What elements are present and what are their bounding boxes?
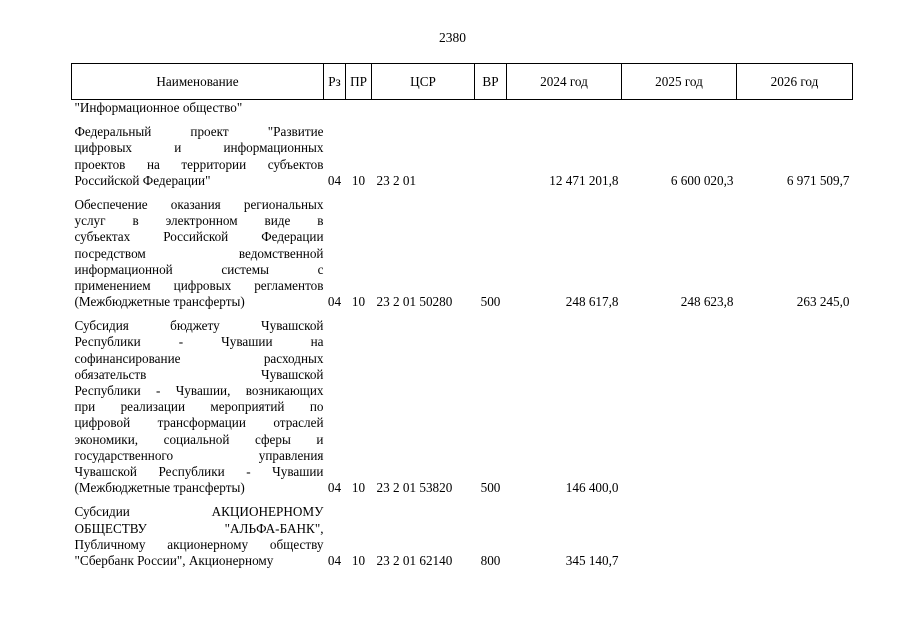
row-csr: 23 2 01 53820	[376, 480, 453, 496]
row-2025	[622, 100, 737, 117]
row-name-line: "Сбербанк России", Акционерному	[74, 552, 274, 568]
row-2025: 248 623,8	[680, 294, 734, 310]
row-2024: 345 140,7	[565, 552, 619, 568]
row-name-line: услуг в электронном виде в	[74, 213, 324, 229]
row-vr: 500	[480, 294, 501, 310]
row-rz: 04	[327, 552, 342, 568]
row-rz: 04	[327, 294, 342, 310]
row-name-line: "Информационное общество"	[74, 100, 243, 115]
header-rz: Рз	[324, 64, 346, 100]
row-name-line: обязательств Чувашской	[74, 366, 324, 382]
row-name-line: Чувашской Республики - Чувашии	[74, 463, 324, 479]
row-pr	[346, 100, 372, 117]
row-pr: 10	[351, 480, 366, 496]
budget-table	[71, 63, 853, 569]
row-name-line: Республики - Чувашии, возникающих	[74, 383, 324, 398]
row-name-line: Публичному акционерному обществу	[74, 536, 324, 552]
row-2026: 6 971 509,7	[786, 172, 850, 188]
row-name-line: применением цифровых регламентов	[74, 277, 324, 293]
table-row	[72, 310, 853, 496]
row-pr: 10	[351, 552, 366, 568]
row-vr: 500	[480, 480, 501, 496]
header-2025: 2025 год	[622, 64, 737, 100]
row-2025: 6 600 020,3	[670, 172, 734, 188]
table-row	[72, 116, 853, 189]
header-pr: ПР	[346, 64, 372, 100]
row-rz	[324, 100, 346, 117]
row-name-line: проектов на территории субъектов	[74, 156, 324, 172]
row-name-line: при реализации мероприятий по	[74, 399, 324, 415]
row-name	[72, 496, 324, 569]
page-number: 2380	[439, 30, 466, 45]
row-rz: 04	[327, 480, 342, 496]
row-2026: 263 245,0	[796, 294, 850, 310]
row-name-line: экономики, социальной сферы и	[74, 431, 324, 447]
row-2024	[507, 100, 622, 117]
row-name-line: Обеспечение оказания региональных	[74, 196, 324, 212]
row-name	[72, 310, 324, 496]
header-name: Наименование	[72, 64, 324, 100]
row-name-line: государственного управления	[74, 447, 324, 463]
row-2025	[622, 496, 737, 569]
row-vr	[475, 100, 507, 117]
row-name	[72, 100, 324, 117]
header-2026: 2026 год	[737, 64, 853, 100]
row-pr: 10	[351, 294, 366, 310]
row-name-line: субъектах Российской Федерации	[74, 229, 324, 245]
row-name-line: Федеральный проект "Развитие	[74, 124, 324, 140]
row-rz: 04	[327, 172, 342, 188]
row-name-line: цифровой трансформации отраслей	[74, 415, 324, 431]
row-csr: 23 2 01	[376, 172, 417, 188]
row-name-line: софинансирование расходных	[74, 350, 324, 366]
row-2024: 12 471 201,8	[549, 172, 619, 188]
row-name	[72, 116, 324, 189]
row-name-line: Субсидия бюджету Чувашской	[74, 318, 324, 334]
row-name-line: ОБЩЕСТВУ "АЛЬФА-БАНК",	[74, 520, 324, 536]
row-name-line: цифровых и информационных	[74, 140, 324, 156]
table-row	[72, 189, 853, 310]
header-2024: 2024 год	[507, 64, 622, 100]
row-name-line: (Межбюджетные трансферты)	[74, 294, 245, 310]
row-2025	[622, 310, 737, 496]
row-vr: 800	[480, 552, 501, 568]
row-name-line: посредством ведомственной	[74, 245, 324, 261]
row-csr: 23 2 01 62140	[376, 552, 453, 568]
table-header-row	[72, 64, 853, 100]
row-name-line: Субсидии АКЦИОНЕРНОМУ	[74, 504, 324, 520]
table-row	[72, 496, 853, 569]
row-2024: 248 617,8	[565, 294, 619, 310]
table-row	[72, 100, 853, 117]
header-vr: ВР	[475, 64, 507, 100]
row-name-line: Республики - Чувашии на	[74, 334, 324, 350]
row-csr	[372, 100, 475, 117]
row-2026	[737, 100, 853, 117]
row-csr: 23 2 01 50280	[376, 294, 453, 310]
header-csr: ЦСР	[372, 64, 475, 100]
row-name-line: Российской Федерации"	[74, 172, 211, 188]
row-pr: 10	[351, 172, 366, 188]
row-vr	[475, 116, 507, 189]
row-2026	[737, 496, 853, 569]
row-name	[72, 189, 324, 310]
row-2024: 146 400,0	[565, 480, 619, 496]
row-2026	[737, 310, 853, 496]
row-name-line: информационной системы с	[74, 261, 324, 277]
row-name-line: (Межбюджетные трансферты)	[74, 480, 245, 496]
